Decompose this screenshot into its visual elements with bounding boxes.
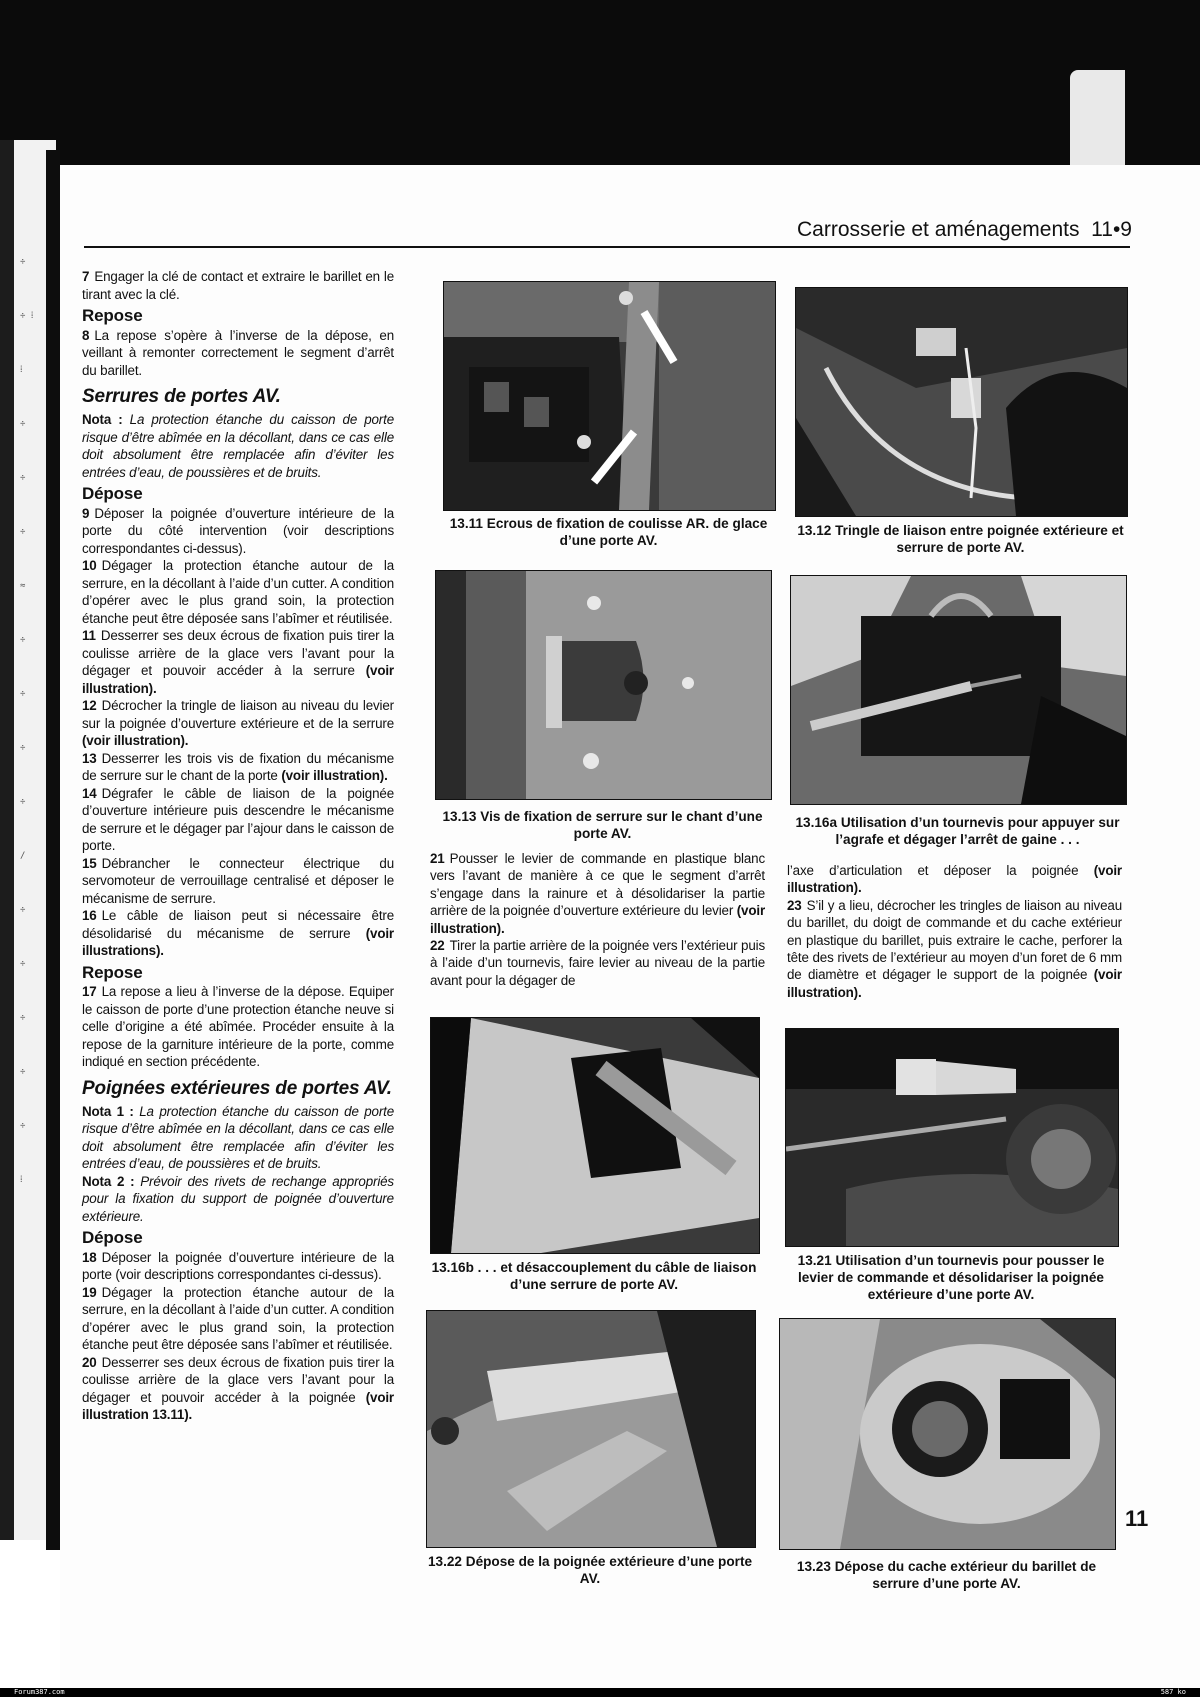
photo-13-22 bbox=[426, 1310, 756, 1548]
heading-repose-1: Repose bbox=[82, 306, 143, 325]
photo-13-12 bbox=[795, 287, 1128, 517]
step-12: 12 Décrocher la tringle de liaison au niveau du levier sur la poignée d’ouverture extérieure et de la serrure (voir illustration). bbox=[82, 698, 394, 748]
scan-page-tab bbox=[1070, 70, 1125, 165]
step-10: 10 Dégager la protection étanche autour de la serrure, en la décollant à l’aide d’un cutter. A condition d’opérer avec le plus grand soin, la protection étanche peut être déposée sans l’abîmer et réutilisée. bbox=[82, 558, 394, 626]
caption-13-16a: 13.16a Utilisation d’un tournevis pour appuyer sur l’agrafe et dégager l’arrêt de gaine . . . bbox=[795, 815, 1120, 847]
caption-13-12: 13.12 Tringle de liaison entre poignée extérieure et serrure de porte AV. bbox=[797, 523, 1124, 555]
page-header bbox=[712, 218, 1132, 242]
caption-13-21: 13.21 Utilisation d’un tournevis pour pousser le levier de commande et désolidariser la poignée extérieure d’une porte AV. bbox=[797, 1253, 1105, 1302]
section-poignees: Poignées extérieures de portes AV. bbox=[82, 1077, 392, 1099]
nota-2: Nota 2 : Prévoir des rivets de rechange appropriés pour la fixation du support de poignée d’ouverture extérieure. bbox=[82, 1173, 394, 1224]
step-9: 9 Déposer la poignée d’ouverture intérieure de la porte du côté intervention (voir descriptions correspondantes ci-dessus). bbox=[82, 505, 394, 556]
step-21: 21 Pousser le levier de commande en plastique blanc vers l’avant de manière à ce que le segment d’arrêt s’engage dans la rainure et à désolidariser la partie arrière de la poignée d’ouverture extérieure du levier (voir illustration). bbox=[430, 851, 766, 936]
step-17: 17 La repose a lieu à l’inverse de la dépose. Equiper le caisson de porte d’une protection étanche neuve si celle d’origine a été abîmée. Procéder ensuite à la repose de la garniture intérieure de la porte, comme indiqué en section précédente. bbox=[82, 984, 394, 1069]
caption-13-11: 13.11 Ecrous de fixation de coulisse AR. de glace d’une porte AV. bbox=[449, 516, 768, 548]
header-page-number: 11•9 bbox=[1091, 218, 1132, 241]
section-serrures: Serrures de portes AV. bbox=[82, 386, 281, 407]
step-19: 19 Dégager la protection étanche autour de la serrure, en la décollant à l’aide d’un cutter. A condition d’opérer avec le plus grand soin, la protection étanche peut être déposée sans l’abîmer et réutilisée. bbox=[82, 1284, 394, 1352]
photo-13-11 bbox=[443, 281, 776, 511]
photo-13-21 bbox=[785, 1028, 1119, 1247]
step-22: 22 Tirer la partie arrière de la poignée vers l’extérieur puis à l’aide d’un tournevis, faire levier au niveau de la partie avant pour la dégager de bbox=[430, 938, 765, 988]
photo-13-23 bbox=[779, 1318, 1116, 1550]
nota: Nota : La protection étanche du caisson de porte risque d’être abîmée en la décollant, dans ce cas elle doit absolument être remplacée afin d’éviter les entrées d’eau, de poussières et de bruits. bbox=[82, 412, 394, 480]
right-text-block bbox=[787, 862, 1122, 1001]
header-rule bbox=[84, 246, 1130, 248]
step-16: 16 Le câble de liaison peut si nécessaire être désolidarisé du mécanisme de serrure (voir illustrations). bbox=[82, 908, 394, 958]
step-7: 7 Engager la clé de contact et extraire le barillet en le tirant avec la clé. bbox=[82, 269, 394, 302]
step-23: 23 S’il y a lieu, décrocher les tringles de liaison au niveau du barillet, du doigt de commande et du cache extérieur en plastique du barillet, puis extraire le cache, perforer la tête des rivets de l’extérieur au moyen d’un foret de 6 mm de diamètre et dégager le support de la poignée (voir illustration). bbox=[787, 897, 1122, 1000]
caption-13-13: 13.13 Vis de fixation de serrure sur le chant d’une porte AV. bbox=[442, 809, 763, 841]
step-18: 18 Déposer la poignée d’ouverture intérieure de la porte (voir descriptions correspondantes ci-dessus). bbox=[82, 1249, 394, 1282]
footer-site: Forum387.com bbox=[14, 1688, 65, 1696]
step-8: 8 La repose s’opère à l’inverse de la dépose, en veillant à remonter correctement le segment d’arrêt du barillet. bbox=[82, 327, 394, 378]
step-20: 20 Desserrer ses deux écrous de fixation puis tirer la coulisse arrière de la glace vers l’avant pour la dégager et pouvoir accéder à la poignée (voir illustration 13.11). bbox=[82, 1354, 394, 1422]
chapter-tab-number: 11 bbox=[1125, 1506, 1149, 1531]
middle-text-block bbox=[430, 850, 765, 989]
caption-13-23: 13.23 Dépose du cache extérieur du barillet de serrure d’une porte AV. bbox=[796, 1559, 1097, 1591]
scan-top-border bbox=[0, 0, 1200, 165]
heading-depose-1: Dépose bbox=[82, 484, 143, 503]
heading-repose-2: Repose bbox=[82, 962, 143, 982]
caption-13-16b: 13.16b . . . et désaccouplement du câble de liaison d’une serrure de porte AV. bbox=[431, 1260, 757, 1292]
step-22-cont: l’axe d’articulation et déposer la poignée (voir illustration). bbox=[787, 863, 1122, 896]
heading-depose-2: Dépose bbox=[82, 1228, 143, 1247]
scan-spine-outer bbox=[0, 140, 14, 1540]
left-text-column bbox=[82, 268, 394, 1424]
photo-13-13 bbox=[435, 570, 772, 800]
step-14: 14 Dégrafer le câble de liaison de la poignée d’ouverture intérieure puis descendre le mécanisme de serrure et le dégager par l’ajour dans le caisson de porte. bbox=[82, 785, 394, 853]
footer-bar bbox=[0, 1688, 1200, 1697]
photo-13-16b bbox=[430, 1017, 760, 1254]
step-15: 15 Débrancher le connecteur électrique du servomoteur de verrouillage centralisé et déposer le mécanisme de serrure. bbox=[82, 855, 394, 906]
header-title: Carrosserie et aménagements bbox=[797, 218, 1080, 241]
step-13: 13 Desserrer les trois vis de fixation du mécanisme de serrure sur le chant de la porte (voir illustration). bbox=[82, 750, 394, 783]
margin-marks: ÷ ÷ ⁞ ⁞ ÷ ÷ ÷ ≈ ÷ ÷ ÷ ÷ / ÷ ÷ ÷ ÷ ÷ ⁞ bbox=[20, 257, 34, 1185]
scan-spine bbox=[46, 150, 60, 1550]
footer-size: 587 ko bbox=[1160, 1688, 1186, 1696]
photo-13-16a bbox=[790, 575, 1127, 805]
caption-13-22: 13.22 Dépose de la poignée extérieure d’une porte AV. bbox=[427, 1554, 753, 1586]
nota-1: Nota 1 : La protection étanche du caisson de porte risque d’être abîmée en la décollant, dans ce cas elle doit absolument être remplacée afin d’éviter les entrées d’eau, de poussières et de bruits. bbox=[82, 1103, 394, 1171]
step-11: 11 Desserrer ses deux écrous de fixation puis tirer la coulisse arrière de la glace vers l’avant pour la dégager et pouvoir accéder à la serrure (voir illustration). bbox=[82, 628, 394, 696]
